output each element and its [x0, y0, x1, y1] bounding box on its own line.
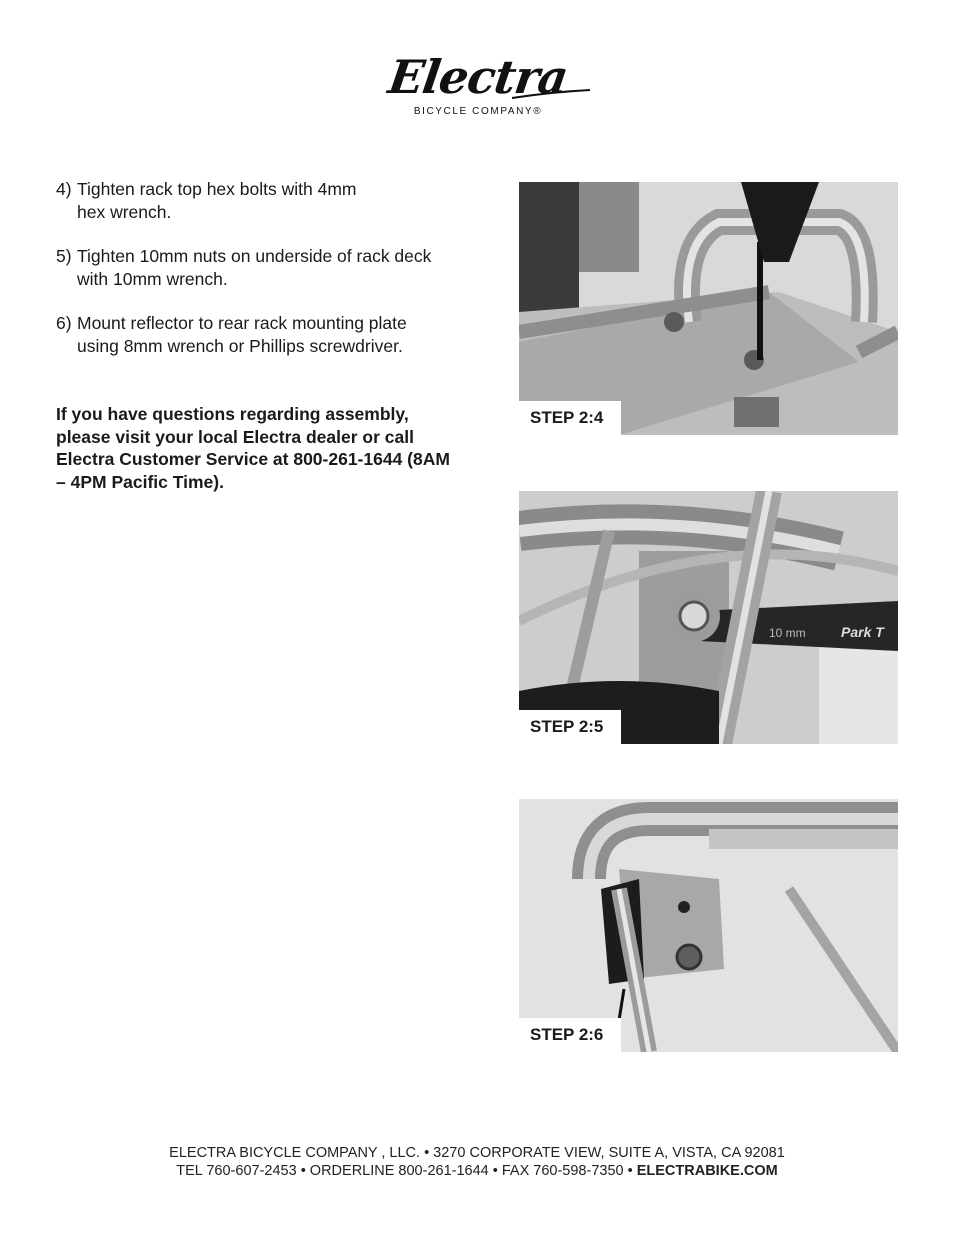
rack-hex-bolt-photo [519, 182, 898, 435]
step-caption: STEP 2:6 [519, 1018, 621, 1052]
instruction-steps [56, 178, 476, 379]
step-text: Tighten rack top hex bolts with 4mm hex wrench. [77, 179, 357, 222]
step-text: Mount reflector to rear rack mounting plate using 8mm wrench or Phillips screwdriver. [77, 313, 407, 356]
step-number: 5) [56, 246, 72, 266]
step-number: 4) [56, 179, 72, 199]
step-number: 6) [56, 313, 72, 333]
logo-tagline: BICYCLE COMPANY® [413, 106, 543, 117]
step-item [56, 245, 476, 291]
step-photo-2-6 [519, 799, 898, 1052]
company-footer [0, 1144, 954, 1180]
step-caption: STEP 2:5 [519, 710, 621, 744]
footer-contact [0, 1162, 954, 1180]
customer-service-notice: If you have questions regarding assembly, please visit your local Electra dealer or call Electra Customer Service at 800-261-1644 (8AM – 4PM Pacific Time). [56, 404, 450, 492]
footer-website-link[interactable]: ELECTRABIKE.COM [636, 1163, 778, 1179]
logo-wordmark: Electra [385, 50, 571, 104]
wrench-size-mark: 10 mm [769, 626, 806, 640]
step-item [56, 178, 476, 224]
footer-address: ELECTRA BICYCLE COMPANY , LLC. • 3270 CORPORATE VIEW, SUITE A, VISTA, CA 92081 [169, 1145, 785, 1161]
logo-swoosh-icon [362, 88, 594, 102]
step-item [56, 312, 476, 358]
rack-wrench-nut-photo [519, 491, 898, 744]
step-text: Tighten 10mm nuts on underside of rack deck with 10mm wrench. [77, 246, 432, 289]
electra-logo [362, 52, 594, 122]
step-photo-2-4 [519, 182, 898, 435]
step-caption: STEP 2:4 [519, 401, 621, 435]
wrench-brand-mark: Park T [841, 624, 884, 640]
footer-phone-numbers: TEL 760-607-2453 • ORDERLINE 800-261-1644 • FAX 760-598-7350 • [176, 1163, 637, 1179]
step-photo-2-5 [519, 491, 898, 744]
reflector-mount-photo [519, 799, 898, 1052]
